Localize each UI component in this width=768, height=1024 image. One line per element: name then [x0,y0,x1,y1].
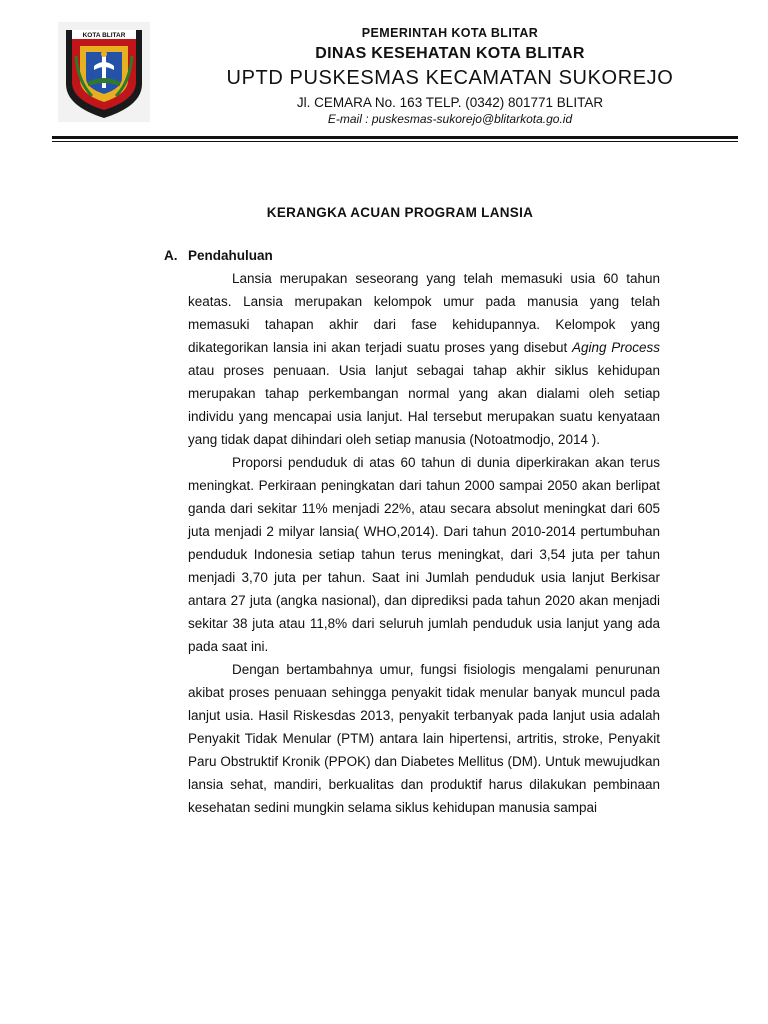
logo-label: KOTA BLITAR [82,32,126,39]
email-line: E-mail : puskesmas-sukorejo@blitarkota.go.id [327,112,573,126]
kota-blitar-logo [58,22,150,122]
paragraph-1-text: Lansia merupakan seseorang yang telah memasuki usia 60 tahun keatas. Lansia merupakan kelompok umur pada manusia yang telah memasuki tahapan akhir dari fase kehidupannya. Kelompok yang dikategorikan lansia ini akan terjadi suatu proses yang disebut [188,271,660,355]
paragraph-1-text-cont: atau proses penuaan. Usia lanjut sebagai tahap akhir siklus kehidupan merupakan tahap perkembangan normal yang akan dialami oleh setiap individu yang mencapai usia lanjut. Hal tersebut merupakan suatu kenyataan yang tidak dapat dihindari oleh setiap manusia (Notoatmodjo, 2014 ). [188,363,660,447]
coat-of-arms-icon [58,22,150,122]
paragraph-1-italic: Aging Process [571,340,661,355]
institution-name: UPTD PUSKESMAS KECAMATAN SUKOREJO [226,67,674,89]
paragraph-1 [188,267,660,451]
paragraph-2: Proporsi penduduk di atas 60 tahun di dunia diperkirakan akan terus meningkat. Perkiraan peningkatan dari tahun 2000 sampai 2050 akan berlipat ganda dari sekitar 11% menjadi 22%, atau secara absolut meningkat dari 605 juta menjadi 2 milyar lansia( WHO,2014). Dari tahun 2010-2014 pertumbuhan penduduk Indonesia setiap tahun terus meningkat, dari 3,54 juta per tahun menjadi 3,70 juta per tahun. Saat ini Jumlah penduduk usia lanjut Berkisar antara 27 juta (angka nasional), dan diprediksi pada tahun 2020 akan menjadi sekitar 38 juta atau 11,8% dari seluruh jumlah penduduk usia lanjut yang ada pada saat ini. [188,455,660,654]
department-name: DINAS KESEHATAN KOTA BLITAR [315,45,585,62]
address-line: Jl. CEMARA No. 163 TELP. (0342) 801771 BLITAR [296,95,604,110]
document-title: KERANGKA ACUAN PROGRAM LANSIA [266,205,534,220]
section-heading [164,248,273,263]
government-name: PEMERINTAH KOTA BLITAR [361,26,539,40]
letterhead [150,22,750,126]
paragraph-3: Dengan bertambahnya umur, fungsi fisiologis mengalami penurunan akibat proses penuaan sehingga penyakit tidak menular banyak muncul pada lanjut usia. Hasil Riskesdas 2013, penyakit terbanyak pada lanjut usia adalah Penyakit Tidak Menular (PTM) antara lain hipertensi, artritis, stroke, Penyakit Paru Obstruktif Kronik (PPOK) dan Diabetes Mellitus (DM). Untuk mewujudkan lansia sehat, mandiri, berkualitas dan produktif harus dilakukan pembinaan kesehatan sedini mungkin selama siklus kehidupan manusia sampai [188,662,660,815]
letterhead-rule-thin [52,141,738,142]
section-body [188,267,660,819]
section-number: A. [164,248,178,263]
section-title: Pendahuluan [188,248,273,263]
letterhead-rule-thick [52,136,738,139]
